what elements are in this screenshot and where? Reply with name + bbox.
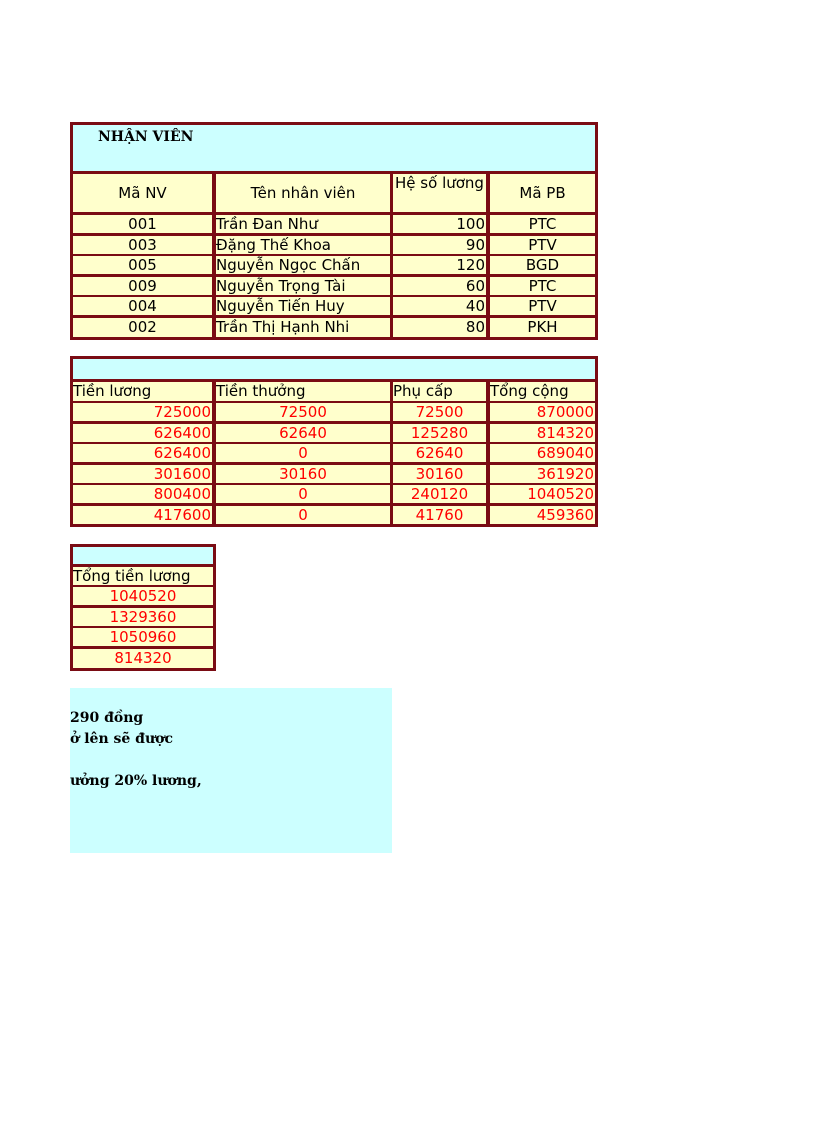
col-header-ma-nv: Mã NV: [73, 174, 212, 212]
cell-tong-tien-luong: 1050960: [73, 628, 213, 646]
cell-tien-luong: 626400: [73, 424, 212, 442]
cell-tien-thuong: 72500: [216, 403, 390, 421]
cell-he-so-luong: 100: [393, 215, 486, 233]
cell-tien-luong: 626400: [73, 444, 212, 462]
note-line-2: ở lên sẽ được: [70, 731, 173, 747]
cell-ten-nhan-vien: Nguyễn Tiến Huy: [216, 297, 390, 315]
cell-ma-nv: 001: [73, 215, 212, 233]
note-line-3: ưởng 20% lương,: [70, 773, 202, 789]
cell-ten-nhan-vien: Đặng Thế Khoa: [216, 236, 390, 254]
cell-he-so-luong: 90: [393, 236, 486, 254]
cell-ma-pb: BGD: [490, 256, 595, 274]
cell-tong-tien-luong: 1040520: [73, 587, 213, 605]
cell-ma-nv: 009: [73, 277, 212, 295]
cell-tien-thuong: 62640: [216, 424, 390, 442]
notes-box: [70, 688, 392, 853]
col-header-tong-tien-luong: Tổng tiền lương: [73, 567, 213, 585]
cell-ma-nv: 004: [73, 297, 212, 315]
cell-tien-luong: 301600: [73, 465, 212, 483]
cell-tien-thuong: 0: [216, 485, 390, 503]
cell-ten-nhan-vien: Trần Đan Như: [216, 215, 390, 233]
col-header-tien-luong: Tiền lương: [73, 382, 212, 401]
cell-ma-nv: 005: [73, 256, 212, 274]
col-header-ma-pb: Mã PB: [490, 174, 595, 212]
cell-tong-cong: 1040520: [490, 485, 595, 503]
cell-ten-nhan-vien: Nguyễn Ngọc Chấn: [216, 256, 390, 274]
cell-tien-thuong: 0: [216, 506, 390, 524]
cell-tong-cong: 689040: [490, 444, 595, 462]
cell-tong-tien-luong: 1329360: [73, 608, 213, 626]
cell-phu-cap: 125280: [393, 424, 486, 442]
col-header-phu-cap: Phụ cấp: [393, 382, 486, 401]
total-salary-title-bar: [73, 547, 213, 564]
cell-he-so-luong: 60: [393, 277, 486, 295]
col-header-ten-nhan-vien: Tên nhân viên: [216, 174, 390, 212]
cell-phu-cap: 72500: [393, 403, 486, 421]
cell-tien-thuong: 30160: [216, 465, 390, 483]
cell-phu-cap: 240120: [393, 485, 486, 503]
cell-tong-cong: 870000: [490, 403, 595, 421]
cell-tong-cong: 459360: [490, 506, 595, 524]
employee-table-title: NHẬN VIÊN: [98, 129, 194, 145]
cell-ten-nhan-vien: Nguyễn Trọng Tài: [216, 277, 390, 295]
cell-tien-luong: 417600: [73, 506, 212, 524]
cell-ma-pb: PKH: [490, 318, 595, 337]
cell-tien-thuong: 0: [216, 444, 390, 462]
col-header-he-so-luong: Hệ số lương: [393, 174, 486, 212]
cell-he-so-luong: 40: [393, 297, 486, 315]
cell-tien-luong: 725000: [73, 403, 212, 421]
cell-tong-tien-luong: 814320: [73, 649, 213, 668]
cell-tong-cong: 814320: [490, 424, 595, 442]
cell-phu-cap: 62640: [393, 444, 486, 462]
cell-phu-cap: 30160: [393, 465, 486, 483]
note-line-1: 290 đồng: [70, 710, 144, 726]
cell-ma-nv: 002: [73, 318, 212, 337]
cell-ma-pb: PTV: [490, 297, 595, 315]
cell-he-so-luong: 80: [393, 318, 486, 337]
cell-ma-pb: PTC: [490, 215, 595, 233]
cell-tien-luong: 800400: [73, 485, 212, 503]
col-header-tien-thuong: Tiền thưởng: [216, 382, 390, 401]
salary-table-title-bar: [73, 359, 595, 379]
cell-he-so-luong: 120: [393, 256, 486, 274]
cell-ten-nhan-vien: Trần Thị Hạnh Nhi: [216, 318, 390, 337]
col-header-tong-cong: Tổng cộng: [490, 382, 595, 401]
cell-phu-cap: 41760: [393, 506, 486, 524]
cell-ma-nv: 003: [73, 236, 212, 254]
cell-tong-cong: 361920: [490, 465, 595, 483]
cell-ma-pb: PTV: [490, 236, 595, 254]
cell-ma-pb: PTC: [490, 277, 595, 295]
